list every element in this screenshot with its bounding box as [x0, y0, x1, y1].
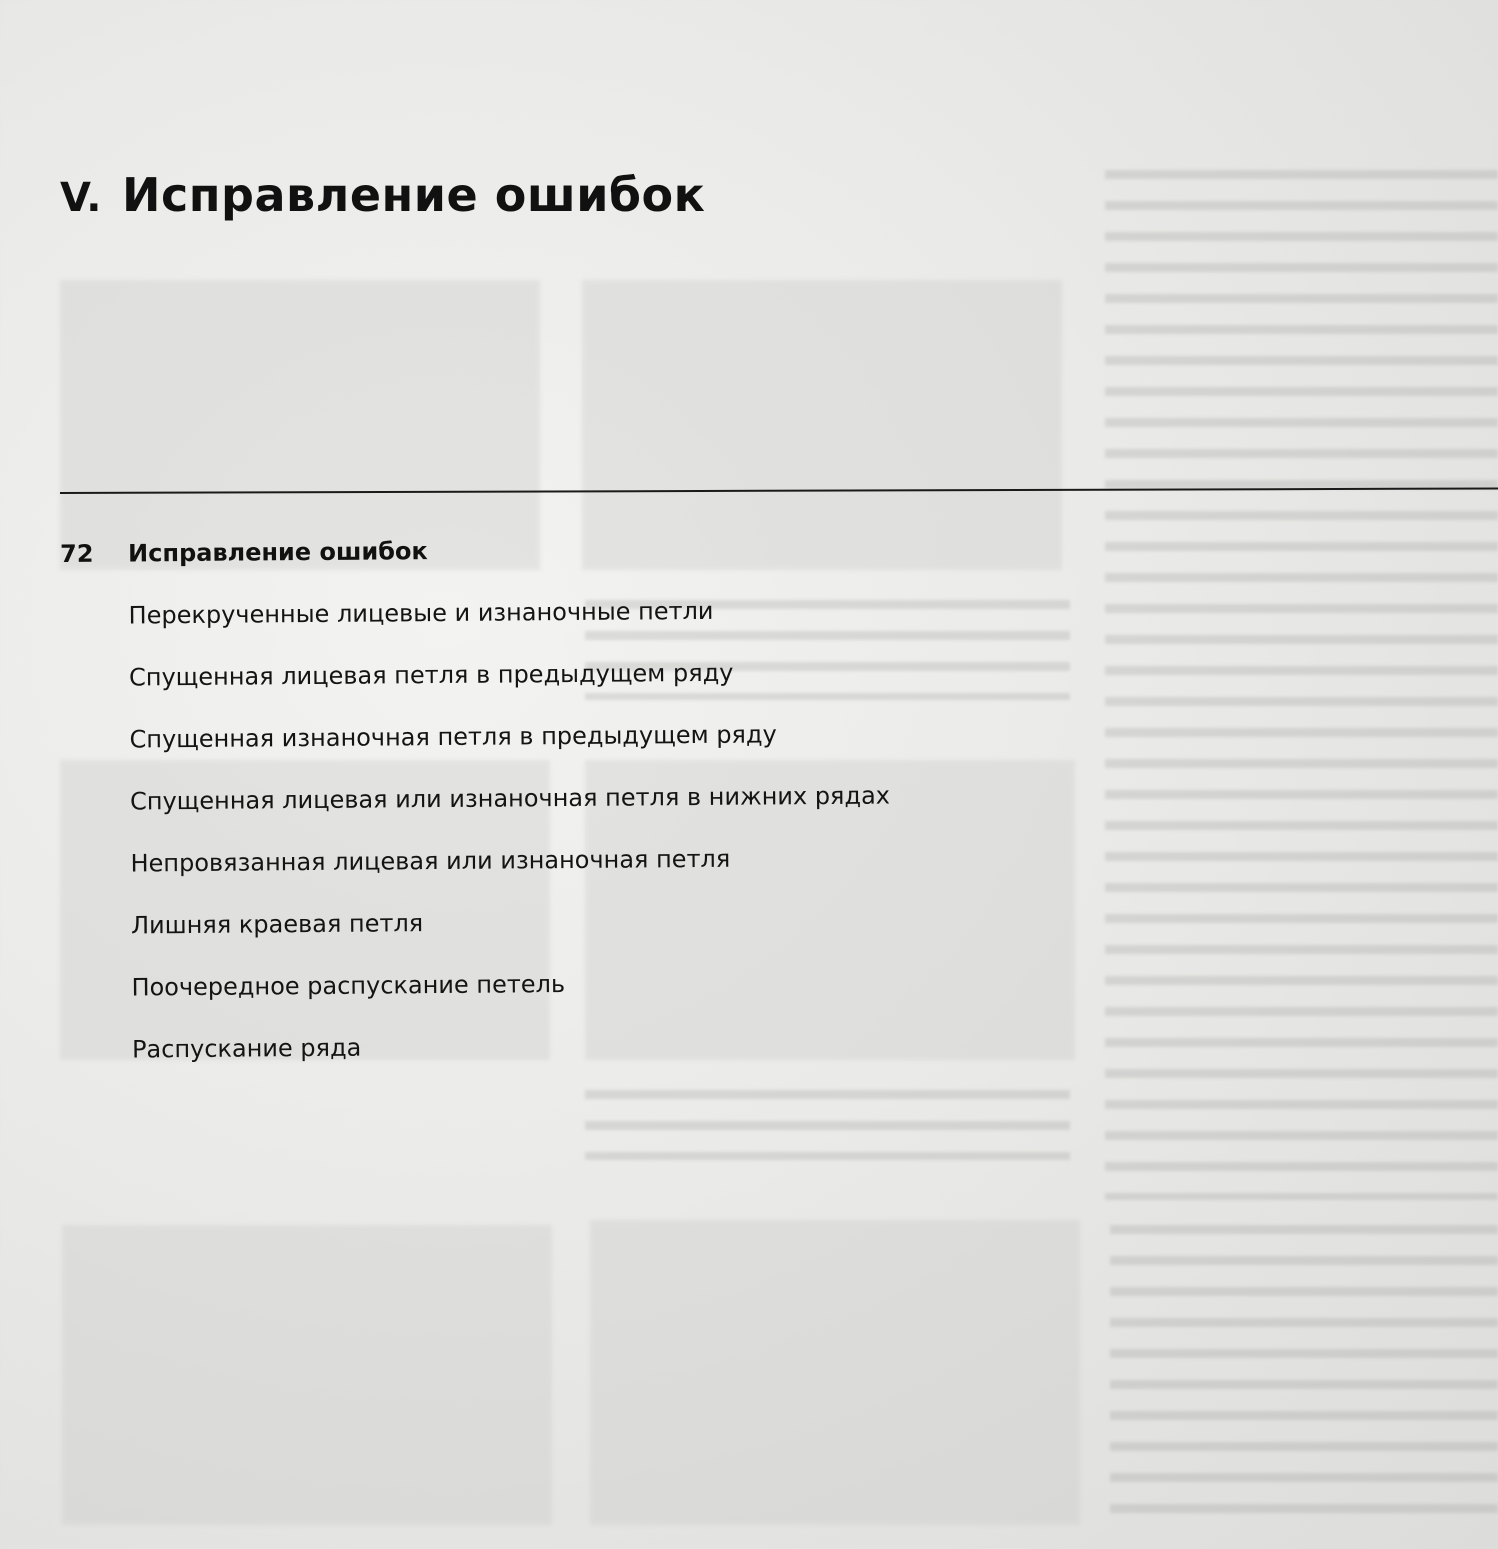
bleed-through-image [590, 1220, 1080, 1525]
toc-section-heading [60, 532, 1060, 586]
toc-entry: Спущенная изнаночная петля в предыдущем ряду [129, 720, 777, 754]
toc-entry: Распускание ряда [131, 1033, 362, 1064]
toc-entry: Спущенная лицевая петля в предыдущем ряду [128, 658, 734, 692]
chapter-title [60, 168, 705, 222]
table-of-contents [60, 532, 1064, 1094]
toc-section-title: Исправление ошибок [127, 537, 428, 568]
toc-entries [128, 590, 1064, 1093]
toc-entry: Непровязанная лицевая или изнаночная петля [130, 844, 731, 878]
toc-entry: Лишняя краевая петля [130, 909, 424, 940]
toc-entry: Спущенная лицевая или изнаночная петля в нижних рядах [129, 781, 891, 816]
toc-entry: Перекрученные лицевые и изнаночные петли [128, 596, 714, 630]
bleed-through-text [585, 1090, 1070, 1160]
bleed-through-text [1105, 170, 1498, 1200]
chapter-number: V. [60, 175, 102, 221]
bleed-through-image [60, 280, 540, 570]
chapter-title-text: Исправление ошибок [122, 168, 706, 222]
toc-entry: Поочередное распускание петель [131, 970, 566, 1002]
toc-page-number: 72 [60, 539, 94, 568]
bleed-through-image [62, 1225, 552, 1525]
bleed-through-image [582, 280, 1062, 570]
bleed-through-text [1110, 1225, 1498, 1525]
